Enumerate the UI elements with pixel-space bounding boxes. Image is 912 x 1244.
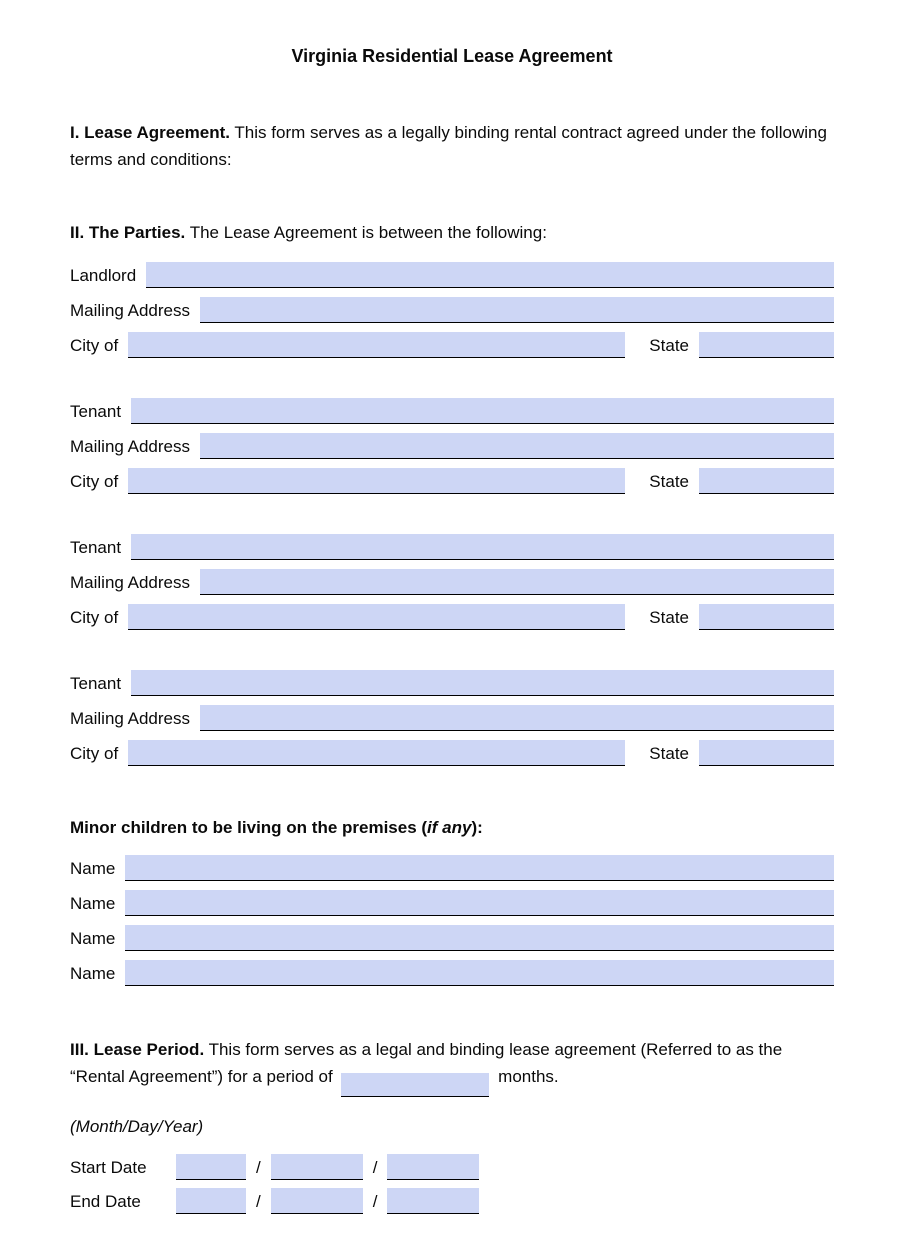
section-1-heading: I. Lease Agreement.: [70, 123, 230, 142]
landlord-mailing-address-label: Mailing Address: [70, 301, 191, 320]
start-date-row: [70, 1154, 834, 1180]
minor-children-heading-suffix: ):: [471, 818, 483, 837]
minor-children-heading: [70, 814, 834, 841]
landlord-label: Landlord: [70, 266, 137, 285]
tenant-2-label: Tenant: [70, 538, 122, 557]
landlord-state-label: State: [649, 336, 689, 355]
landlord-state-input[interactable]: [699, 332, 834, 358]
landlord-name-row: [70, 262, 834, 288]
tenant-3-state-label: State: [649, 744, 689, 763]
landlord-mailing-row: [70, 297, 834, 323]
page-title: Virginia Residential Lease Agreement: [291, 46, 613, 66]
tenant-2-state-input[interactable]: [699, 604, 834, 630]
date-format-note: (Month/Day/Year): [70, 1116, 204, 1136]
section-3-heading: III. Lease Period.: [70, 1040, 205, 1059]
section-1-lease-agreement: [70, 119, 834, 173]
child-name-input-2[interactable]: [125, 890, 834, 916]
child-name-label-3: Name: [70, 929, 116, 948]
end-date-label: End Date: [70, 1191, 141, 1211]
lease-period-months-input[interactable]: [341, 1073, 489, 1097]
section-2-body: The Lease Agreement is between the following:: [189, 223, 547, 242]
start-date-slash-2: /: [372, 1157, 378, 1177]
section-3-body-before: This form serves as a legal and binding lease agreement (Referred to as the “Rental Agreement”) for a period of: [70, 1040, 783, 1086]
tenant-2-name-row: [70, 534, 834, 560]
tenant-1-city-input[interactable]: [128, 468, 625, 494]
tenant-3-mailing-row: [70, 705, 834, 731]
tenant-3-label: Tenant: [70, 674, 122, 693]
child-name-label-2: Name: [70, 894, 116, 913]
tenant-1-city-state-row: [70, 468, 834, 494]
child-name-row-3: [70, 925, 834, 951]
tenant-1-city-of-label: City of: [70, 472, 119, 491]
tenant-2-city-of-label: City of: [70, 608, 119, 627]
tenant-1-name-row: [70, 398, 834, 424]
tenant-3-mailing-address-label: Mailing Address: [70, 709, 191, 728]
end-date-row: [70, 1188, 834, 1214]
start-date-month-input[interactable]: [176, 1154, 246, 1180]
child-name-row-4: [70, 960, 834, 986]
tenant-1-block: [70, 398, 834, 494]
landlord-city-state-row: [70, 332, 834, 358]
child-name-input-4[interactable]: [125, 960, 834, 986]
tenant-3-name-input[interactable]: [131, 670, 834, 696]
tenant-3-city-of-label: City of: [70, 744, 119, 763]
child-name-input-3[interactable]: [125, 925, 834, 951]
minor-children-heading-emphasis: if any: [427, 818, 472, 837]
landlord-mailing-address-input[interactable]: [200, 297, 834, 323]
tenant-2-block: [70, 534, 834, 630]
landlord-block: [70, 262, 834, 358]
section-1-body: This form serves as a legally binding rental contract agreed under the following terms and conditions:: [70, 123, 827, 169]
tenant-2-mailing-address-input[interactable]: [200, 569, 834, 595]
child-name-label-4: Name: [70, 964, 116, 983]
section-3-body-after: months.: [498, 1067, 559, 1086]
child-name-input-1[interactable]: [125, 855, 834, 881]
tenant-2-mailing-row: [70, 569, 834, 595]
tenant-1-mailing-address-input[interactable]: [200, 433, 834, 459]
tenant-2-name-input[interactable]: [131, 534, 834, 560]
child-name-label-1: Name: [70, 859, 116, 878]
landlord-city-input[interactable]: [128, 332, 625, 358]
section-3-lease-period: [70, 1036, 834, 1097]
end-date-slash-2: /: [372, 1191, 378, 1211]
tenant-1-mailing-address-label: Mailing Address: [70, 437, 191, 456]
tenant-2-state-label: State: [649, 608, 689, 627]
start-date-day-input[interactable]: [271, 1154, 363, 1180]
start-date-year-input[interactable]: [387, 1154, 479, 1180]
tenant-3-name-row: [70, 670, 834, 696]
tenant-1-label: Tenant: [70, 402, 122, 421]
tenant-1-state-input[interactable]: [699, 468, 834, 494]
end-date-day-input[interactable]: [271, 1188, 363, 1214]
section-2-heading: II. The Parties.: [70, 223, 186, 242]
start-date-label: Start Date: [70, 1157, 147, 1177]
child-name-row-2: [70, 890, 834, 916]
tenant-3-mailing-address-input[interactable]: [200, 705, 834, 731]
tenant-1-name-input[interactable]: [131, 398, 834, 424]
tenant-3-state-input[interactable]: [699, 740, 834, 766]
start-date-slash-1: /: [256, 1157, 261, 1177]
child-name-row-1: [70, 855, 834, 881]
tenant-2-city-input[interactable]: [128, 604, 625, 630]
tenant-2-mailing-address-label: Mailing Address: [70, 573, 191, 592]
tenant-3-city-state-row: [70, 740, 834, 766]
section-2-the-parties: [70, 219, 834, 246]
tenant-2-city-state-row: [70, 604, 834, 630]
tenant-3-block: [70, 670, 834, 766]
tenant-1-mailing-row: [70, 433, 834, 459]
end-date-slash-1: /: [256, 1191, 261, 1211]
landlord-city-of-label: City of: [70, 336, 119, 355]
landlord-name-input[interactable]: [146, 262, 834, 288]
end-date-month-input[interactable]: [176, 1188, 246, 1214]
tenant-1-state-label: State: [649, 472, 689, 491]
tenant-3-city-input[interactable]: [128, 740, 625, 766]
minor-children-heading-prefix: Minor children to be living on the premises (: [70, 818, 428, 837]
end-date-year-input[interactable]: [387, 1188, 479, 1214]
